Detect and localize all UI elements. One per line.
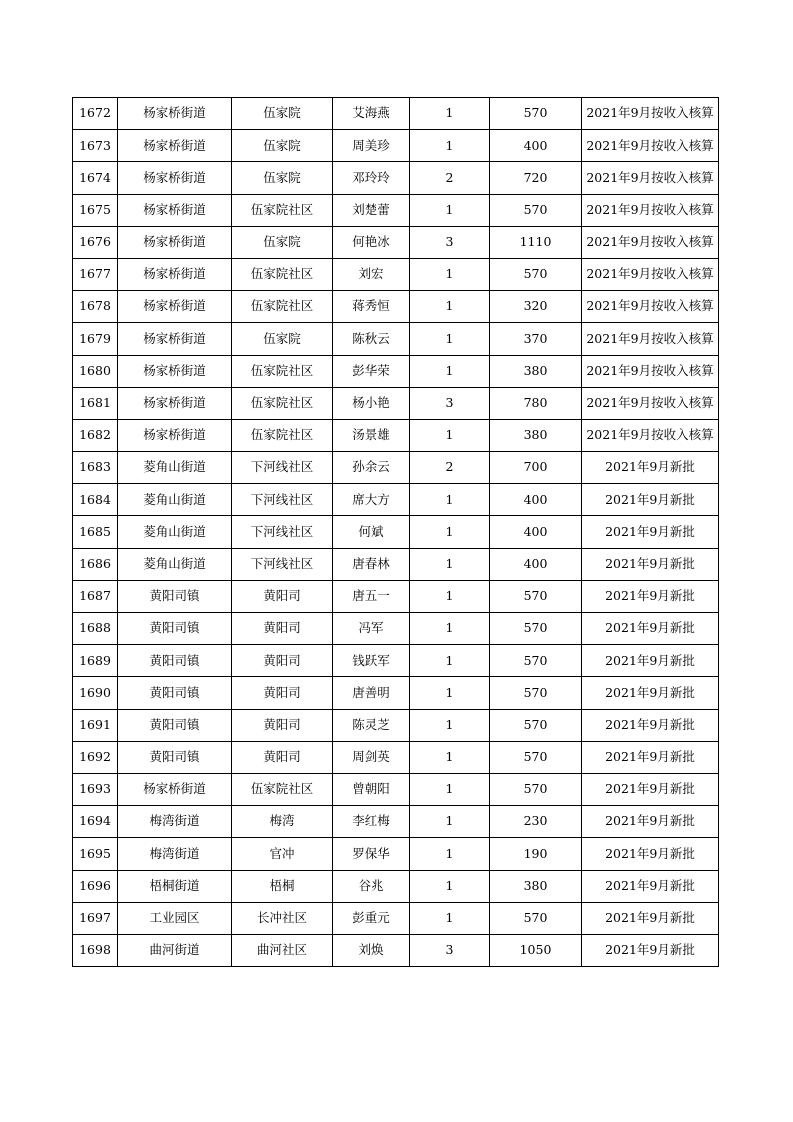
household-size-cell: 1	[410, 741, 490, 773]
approval-note-cell: 2021年9月新批	[582, 838, 719, 870]
community-cell: 黄阳司	[232, 645, 333, 677]
allowance-amount-cell: 400	[490, 548, 582, 580]
community-cell: 伍家院社区	[232, 291, 333, 323]
street-office-cell: 梅湾街道	[118, 806, 232, 838]
table-row	[73, 677, 719, 709]
approval-note-cell: 2021年9月新批	[582, 613, 719, 645]
row-number-cell: 1691	[73, 709, 118, 741]
street-office-cell: 黄阳司镇	[118, 613, 232, 645]
allowance-amount-cell: 1050	[490, 934, 582, 966]
row-number-cell: 1684	[73, 484, 118, 516]
approval-note-cell: 2021年9月按收入核算	[582, 323, 719, 355]
table-row	[73, 355, 719, 387]
allowance-amount-cell: 380	[490, 355, 582, 387]
recipient-name-cell: 唐五一	[333, 580, 410, 612]
recipient-name-cell: 谷兆	[333, 870, 410, 902]
table-row	[73, 194, 719, 226]
street-office-cell: 菱角山街道	[118, 484, 232, 516]
community-cell: 伍家院社区	[232, 194, 333, 226]
recipient-name-cell: 李红梅	[333, 806, 410, 838]
approval-note-cell: 2021年9月按收入核算	[582, 387, 719, 419]
row-number-cell: 1678	[73, 291, 118, 323]
approval-note-cell: 2021年9月新批	[582, 484, 719, 516]
allowance-amount-cell: 570	[490, 98, 582, 130]
household-size-cell: 3	[410, 226, 490, 258]
street-office-cell: 杨家桥街道	[118, 162, 232, 194]
allowance-amount-cell: 780	[490, 387, 582, 419]
allowance-amount-cell: 570	[490, 580, 582, 612]
household-size-cell: 3	[410, 934, 490, 966]
household-size-cell: 1	[410, 902, 490, 934]
approval-note-cell: 2021年9月新批	[582, 452, 719, 484]
household-size-cell: 1	[410, 677, 490, 709]
household-size-cell: 1	[410, 613, 490, 645]
allowance-amount-cell: 570	[490, 613, 582, 645]
approval-note-cell: 2021年9月新批	[582, 806, 719, 838]
street-office-cell: 杨家桥街道	[118, 355, 232, 387]
household-size-cell: 1	[410, 773, 490, 805]
allowance-amount-cell: 700	[490, 452, 582, 484]
table-row	[73, 516, 719, 548]
allowance-amount-cell: 230	[490, 806, 582, 838]
table-row	[73, 162, 719, 194]
recipient-name-cell: 曾朝阳	[333, 773, 410, 805]
table-row	[73, 419, 719, 451]
community-cell: 下河线社区	[232, 516, 333, 548]
allowance-amount-cell: 370	[490, 323, 582, 355]
allowance-amount-cell: 190	[490, 838, 582, 870]
approval-note-cell: 2021年9月新批	[582, 580, 719, 612]
household-size-cell: 3	[410, 387, 490, 419]
street-office-cell: 黄阳司镇	[118, 580, 232, 612]
community-cell: 下河线社区	[232, 484, 333, 516]
community-cell: 伍家院社区	[232, 387, 333, 419]
community-cell: 伍家院	[232, 98, 333, 130]
community-cell: 下河线社区	[232, 452, 333, 484]
community-cell: 黄阳司	[232, 613, 333, 645]
household-size-cell: 1	[410, 419, 490, 451]
recipient-name-cell: 何艳冰	[333, 226, 410, 258]
recipient-name-cell: 罗保华	[333, 838, 410, 870]
household-size-cell: 1	[410, 709, 490, 741]
community-cell: 黄阳司	[232, 580, 333, 612]
street-office-cell: 杨家桥街道	[118, 226, 232, 258]
row-number-cell: 1692	[73, 741, 118, 773]
row-number-cell: 1689	[73, 645, 118, 677]
allowance-amount-cell: 400	[490, 484, 582, 516]
row-number-cell: 1677	[73, 258, 118, 290]
row-number-cell: 1687	[73, 580, 118, 612]
street-office-cell: 黄阳司镇	[118, 741, 232, 773]
approval-note-cell: 2021年9月按收入核算	[582, 419, 719, 451]
table-row	[73, 838, 719, 870]
approval-note-cell: 2021年9月新批	[582, 548, 719, 580]
row-number-cell: 1675	[73, 194, 118, 226]
row-number-cell: 1679	[73, 323, 118, 355]
row-number-cell: 1695	[73, 838, 118, 870]
street-office-cell: 杨家桥街道	[118, 419, 232, 451]
roster-table-body	[73, 98, 719, 967]
allowance-amount-cell: 570	[490, 645, 582, 677]
street-office-cell: 杨家桥街道	[118, 258, 232, 290]
household-size-cell: 1	[410, 484, 490, 516]
approval-note-cell: 2021年9月按收入核算	[582, 355, 719, 387]
approval-note-cell: 2021年9月新批	[582, 516, 719, 548]
table-row	[73, 645, 719, 677]
recipient-name-cell: 陈秋云	[333, 323, 410, 355]
recipient-name-cell: 何斌	[333, 516, 410, 548]
recipient-name-cell: 周剑英	[333, 741, 410, 773]
approval-note-cell: 2021年9月新批	[582, 902, 719, 934]
table-row	[73, 226, 719, 258]
approval-note-cell: 2021年9月新批	[582, 773, 719, 805]
street-office-cell: 黄阳司镇	[118, 677, 232, 709]
household-size-cell: 1	[410, 130, 490, 162]
street-office-cell: 杨家桥街道	[118, 194, 232, 226]
recipient-name-cell: 冯军	[333, 613, 410, 645]
recipient-name-cell: 彭重元	[333, 902, 410, 934]
community-cell: 伍家院社区	[232, 419, 333, 451]
community-cell: 下河线社区	[232, 548, 333, 580]
community-cell: 黄阳司	[232, 709, 333, 741]
approval-note-cell: 2021年9月按收入核算	[582, 130, 719, 162]
approval-note-cell: 2021年9月按收入核算	[582, 226, 719, 258]
table-row	[73, 98, 719, 130]
recipient-name-cell: 刘宏	[333, 258, 410, 290]
approval-note-cell: 2021年9月按收入核算	[582, 291, 719, 323]
recipient-name-cell: 汤景雄	[333, 419, 410, 451]
table-row	[73, 548, 719, 580]
household-size-cell: 1	[410, 323, 490, 355]
table-row	[73, 934, 719, 966]
community-cell: 伍家院社区	[232, 773, 333, 805]
recipient-name-cell: 孙余云	[333, 452, 410, 484]
allowance-amount-cell: 320	[490, 291, 582, 323]
community-cell: 梧桐	[232, 870, 333, 902]
household-size-cell: 1	[410, 548, 490, 580]
street-office-cell: 杨家桥街道	[118, 323, 232, 355]
allowance-amount-cell: 570	[490, 709, 582, 741]
approval-note-cell: 2021年9月按收入核算	[582, 162, 719, 194]
community-cell: 曲河社区	[232, 934, 333, 966]
row-number-cell: 1672	[73, 98, 118, 130]
recipient-name-cell: 唐春林	[333, 548, 410, 580]
row-number-cell: 1686	[73, 548, 118, 580]
household-size-cell: 1	[410, 98, 490, 130]
table-row	[73, 258, 719, 290]
allowance-amount-cell: 400	[490, 516, 582, 548]
table-row	[73, 130, 719, 162]
street-office-cell: 杨家桥街道	[118, 387, 232, 419]
approval-note-cell: 2021年9月新批	[582, 645, 719, 677]
table-row	[73, 709, 719, 741]
approval-note-cell: 2021年9月按收入核算	[582, 98, 719, 130]
allowance-amount-cell: 380	[490, 870, 582, 902]
street-office-cell: 曲河街道	[118, 934, 232, 966]
table-row	[73, 452, 719, 484]
allowance-amount-cell: 570	[490, 258, 582, 290]
row-number-cell: 1685	[73, 516, 118, 548]
table-row	[73, 323, 719, 355]
community-cell: 长冲社区	[232, 902, 333, 934]
approval-note-cell: 2021年9月新批	[582, 870, 719, 902]
approval-note-cell: 2021年9月按收入核算	[582, 258, 719, 290]
community-cell: 伍家院	[232, 130, 333, 162]
household-size-cell: 1	[410, 516, 490, 548]
row-number-cell: 1690	[73, 677, 118, 709]
row-number-cell: 1697	[73, 902, 118, 934]
allowance-amount-cell: 570	[490, 902, 582, 934]
community-cell: 伍家院	[232, 323, 333, 355]
row-number-cell: 1683	[73, 452, 118, 484]
row-number-cell: 1688	[73, 613, 118, 645]
allowance-amount-cell: 570	[490, 741, 582, 773]
community-cell: 官冲	[232, 838, 333, 870]
row-number-cell: 1694	[73, 806, 118, 838]
table-row	[73, 741, 719, 773]
allowance-amount-cell: 570	[490, 194, 582, 226]
recipient-name-cell: 钱跃军	[333, 645, 410, 677]
approval-note-cell: 2021年9月按收入核算	[582, 194, 719, 226]
table-row	[73, 580, 719, 612]
community-cell: 梅湾	[232, 806, 333, 838]
household-size-cell: 1	[410, 194, 490, 226]
recipient-name-cell: 刘焕	[333, 934, 410, 966]
community-cell: 伍家院社区	[232, 258, 333, 290]
recipient-name-cell: 唐善明	[333, 677, 410, 709]
street-office-cell: 梧桐街道	[118, 870, 232, 902]
table-row	[73, 613, 719, 645]
street-office-cell: 梅湾街道	[118, 838, 232, 870]
street-office-cell: 杨家桥街道	[118, 98, 232, 130]
household-size-cell: 1	[410, 806, 490, 838]
recipient-name-cell: 刘楚蕾	[333, 194, 410, 226]
allowance-amount-cell: 380	[490, 419, 582, 451]
household-size-cell: 2	[410, 452, 490, 484]
row-number-cell: 1674	[73, 162, 118, 194]
street-office-cell: 黄阳司镇	[118, 709, 232, 741]
household-size-cell: 2	[410, 162, 490, 194]
household-size-cell: 1	[410, 838, 490, 870]
row-number-cell: 1693	[73, 773, 118, 805]
household-size-cell: 1	[410, 355, 490, 387]
recipient-name-cell: 席大方	[333, 484, 410, 516]
community-cell: 黄阳司	[232, 677, 333, 709]
allowance-amount-cell: 400	[490, 130, 582, 162]
recipient-name-cell: 蒋秀恒	[333, 291, 410, 323]
recipient-name-cell: 彭华荣	[333, 355, 410, 387]
street-office-cell: 菱角山街道	[118, 452, 232, 484]
community-cell: 伍家院社区	[232, 355, 333, 387]
table-row	[73, 902, 719, 934]
street-office-cell: 工业园区	[118, 902, 232, 934]
row-number-cell: 1682	[73, 419, 118, 451]
allowance-amount-cell: 720	[490, 162, 582, 194]
street-office-cell: 杨家桥街道	[118, 130, 232, 162]
recipient-name-cell: 周美珍	[333, 130, 410, 162]
street-office-cell: 黄阳司镇	[118, 645, 232, 677]
street-office-cell: 杨家桥街道	[118, 773, 232, 805]
allowance-amount-cell: 570	[490, 677, 582, 709]
street-office-cell: 杨家桥街道	[118, 291, 232, 323]
table-row	[73, 870, 719, 902]
allowance-amount-cell: 570	[490, 773, 582, 805]
table-row	[73, 484, 719, 516]
table-row	[73, 387, 719, 419]
row-number-cell: 1673	[73, 130, 118, 162]
row-number-cell: 1676	[73, 226, 118, 258]
recipient-name-cell: 杨小艳	[333, 387, 410, 419]
street-office-cell: 菱角山街道	[118, 516, 232, 548]
approval-note-cell: 2021年9月新批	[582, 677, 719, 709]
row-number-cell: 1681	[73, 387, 118, 419]
recipient-name-cell: 艾海燕	[333, 98, 410, 130]
household-size-cell: 1	[410, 291, 490, 323]
row-number-cell: 1698	[73, 934, 118, 966]
community-cell: 黄阳司	[232, 741, 333, 773]
household-size-cell: 1	[410, 870, 490, 902]
table-row	[73, 806, 719, 838]
recipient-name-cell: 陈灵芝	[333, 709, 410, 741]
street-office-cell: 菱角山街道	[118, 548, 232, 580]
row-number-cell: 1696	[73, 870, 118, 902]
roster-table	[72, 97, 719, 967]
community-cell: 伍家院	[232, 226, 333, 258]
community-cell: 伍家院	[232, 162, 333, 194]
approval-note-cell: 2021年9月新批	[582, 709, 719, 741]
household-size-cell: 1	[410, 580, 490, 612]
table-row	[73, 773, 719, 805]
table-row	[73, 291, 719, 323]
household-size-cell: 1	[410, 258, 490, 290]
recipient-name-cell: 邓玲玲	[333, 162, 410, 194]
approval-note-cell: 2021年9月新批	[582, 934, 719, 966]
approval-note-cell: 2021年9月新批	[582, 741, 719, 773]
household-size-cell: 1	[410, 645, 490, 677]
row-number-cell: 1680	[73, 355, 118, 387]
allowance-amount-cell: 1110	[490, 226, 582, 258]
